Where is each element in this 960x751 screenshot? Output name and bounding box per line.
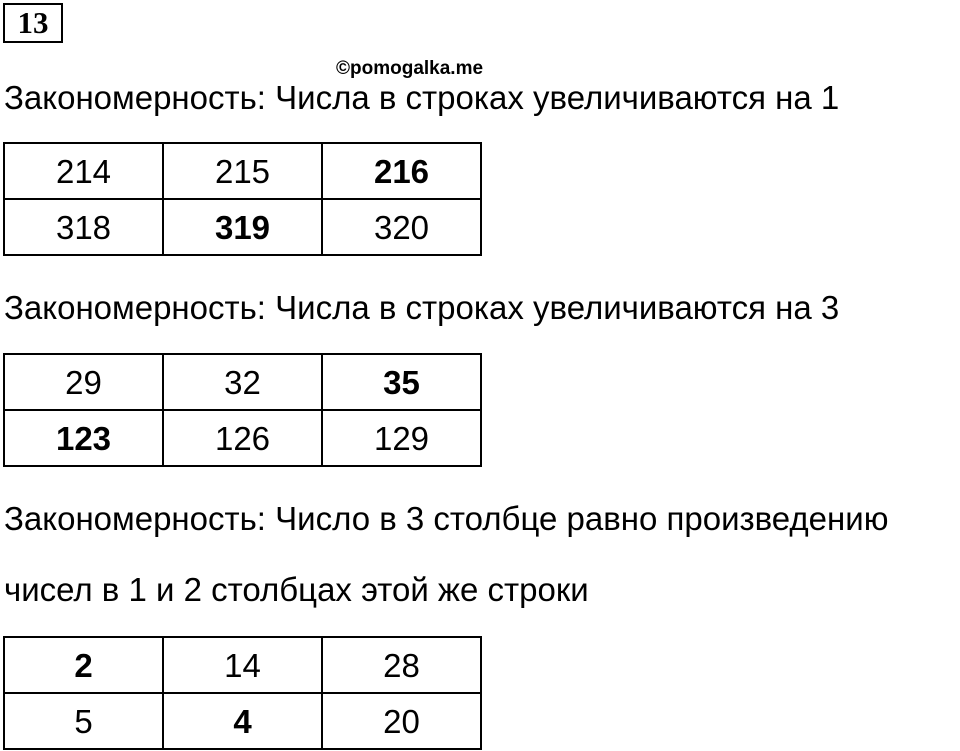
table-cell: 20 (322, 693, 481, 749)
table-row (4, 693, 481, 749)
table-cell: 2 (4, 637, 163, 693)
table-cell: 28 (322, 637, 481, 693)
number-table-3 (3, 636, 482, 750)
table-row (4, 143, 481, 199)
table-row (4, 637, 481, 693)
number-table-2 (3, 353, 482, 467)
pattern-text-3a: Закономерность: Число в 3 столбце равно произведению (4, 500, 889, 537)
table-cell: 4 (163, 693, 322, 749)
pattern-text-3b: чисел в 1 и 2 столбцах этой же строки (4, 571, 589, 608)
table-row (4, 354, 481, 410)
table-cell: 129 (322, 410, 481, 466)
table-cell: 14 (163, 637, 322, 693)
table-cell: 35 (322, 354, 481, 410)
table-row (4, 410, 481, 466)
table-cell: 216 (322, 143, 481, 199)
table-cell: 126 (163, 410, 322, 466)
table-cell: 320 (322, 199, 481, 255)
task-number-box: 13 (3, 3, 63, 43)
table-cell: 29 (4, 354, 163, 410)
table-row (4, 199, 481, 255)
table-cell: 319 (163, 199, 322, 255)
number-table-1 (3, 142, 482, 256)
pattern-text-1: Закономерность: Числа в строках увеличиваются на 1 (4, 79, 840, 116)
table-cell: 32 (163, 354, 322, 410)
table-cell: 214 (4, 143, 163, 199)
table-cell: 215 (163, 143, 322, 199)
watermark: ©pomogalka.me (336, 58, 484, 79)
pattern-text-2: Закономерность: Числа в строках увеличиваются на 3 (4, 289, 840, 326)
table-cell: 5 (4, 693, 163, 749)
table-cell: 123 (4, 410, 163, 466)
table-cell: 318 (4, 199, 163, 255)
